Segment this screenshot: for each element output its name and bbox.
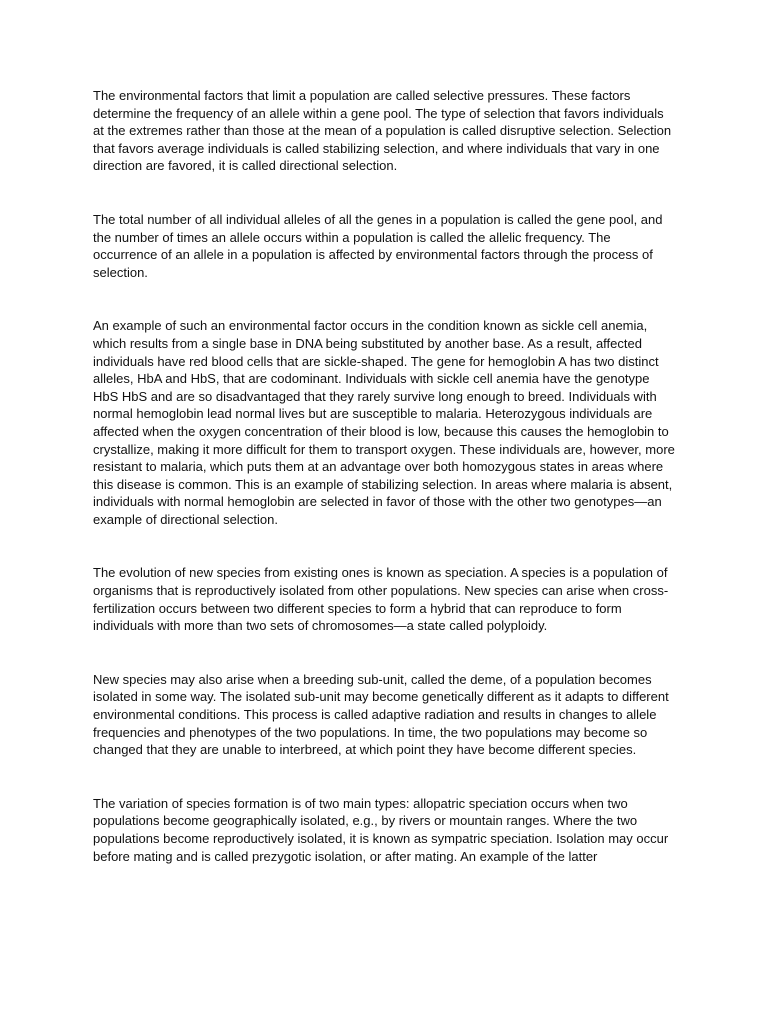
paragraph-gene-pool: The total number of all individual alleles of all the genes in a population is called the gene pool, and the number of times an allele occurs within a population is called the allelic frequency. The occurrence of an allele in a population is affected by environmental factors through the process of selection. bbox=[93, 211, 663, 280]
paragraph-adaptive-radiation: New species may also arise when a breeding sub-unit, called the deme, of a population becomes isolated in some way. The isolated sub-unit may become genetically different as it adapts to different environmental conditions. This process is called adaptive radiation and results in changes to allele frequencies and phenotypes of the two populations. In time, the two populations may become so changed that they are unable to interbreed, at which point they have become different species. bbox=[93, 671, 669, 758]
paragraph-speciation: The evolution of new species from existing ones is known as speciation. A species is a population of organisms that is reproductively isolated from other populations. New species can arise when cross-fertilization occurs between two different species to form a hybrid that can reproduce to form individuals with more than two sets of chromosomes—a state called polyploidy. bbox=[93, 565, 669, 634]
paragraph-selective-pressures: The environmental factors that limit a population are called selective pressures. These factors determine the frequency of an allele within a gene pool. The type of selection that favors individuals at the extremes rather than those at the mean of a population is called disruptive selection. Selection that favors average individuals is called stabilizing selection, and where individuals that vary in one direction are favored, it is called directional selection. bbox=[93, 88, 672, 174]
document-page bbox=[93, 87, 678, 901]
paragraph-speciation-types: The variation of species formation is of two main types: allopatric speciation occurs when two populations become geographically isolated, e.g., by rivers or mountain ranges. Where the two populations become reproductively isolated, it is known as sympatric speciation. Isolation may occur before mating and is called prezygotic isolation, or after mating. An example of the latter bbox=[93, 795, 669, 864]
paragraph-sickle-cell-anemia: An example of such an environmental factor occurs in the condition known as sickle cell anemia, which results from a single base in DNA being substituted by another base. As a result, affected individuals have red blood cells that are sickle-shaped. The gene for hemoglobin A has two distinct alleles, HbA and HbS, that are codominant. Individuals with sickle cell anemia have the genotype HbS HbS and are so disadvantaged that they rarely survive long enough to breed. Individuals with normal hemoglobin lead normal lives but are susceptible to malaria. Heterozygous individuals are affected when the oxygen concentration of their blood is low, because this causes the hemoglobin to crystallize, making it more difficult for them to transport oxygen. These individuals are, however, more resistant to malaria, which puts them at an advantage over both homozygous states in areas where this disease is common. This is an example of stabilizing selection. In areas where malaria is absent, individuals with normal hemoglobin are selected in favor of those with the other two genotypes—an example of directional selection. bbox=[93, 318, 675, 527]
